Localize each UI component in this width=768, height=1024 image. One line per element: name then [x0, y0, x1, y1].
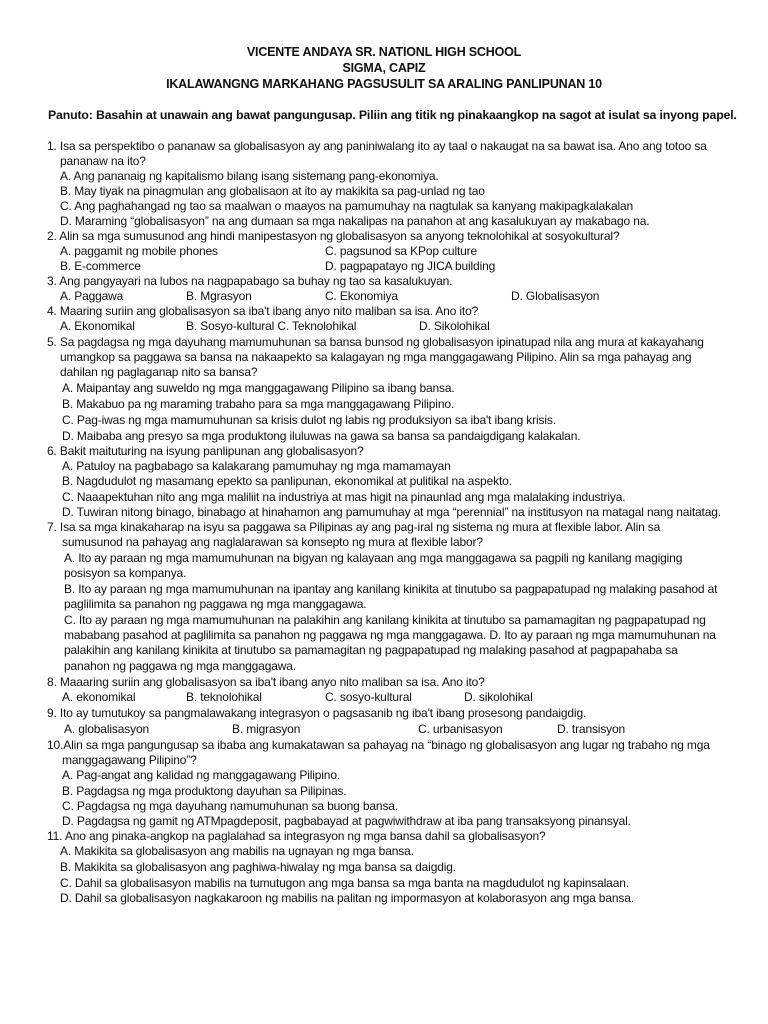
choice-c: C. Naaapektuhan nito ang mga maliliit na industriya at mas higit na pinaunlad ang mga malalaking industriya. — [62, 490, 626, 504]
choice-a: A. globalisasyon — [64, 722, 149, 736]
question-text: 7. Isa sa mga kinakaharap na isyu sa paggawa sa Pilipinas ay ang pag-iral ng sistema ng mura at flexible labor. Alin sa — [47, 520, 661, 534]
choice-c-d: mababang pasahod at paglilimita sa panahon ng paggawa ng mga manggagawa. D. Ito ay paraan ng mga mamumuhunan na — [64, 628, 716, 642]
choice-c: C. urbanisasyon — [418, 722, 503, 736]
choice-c: C. pagsunod sa KPop culture — [325, 244, 478, 258]
choice-a: A. Ang pananaig ng kapitalismo bilang isang sistemang pang-ekonomiya. — [60, 169, 439, 183]
question-text: 4. Maaring suriin ang globalisasyon sa iba't ibang anyo nito maliban sa isa. Ano ito? — [47, 304, 479, 318]
choice-b: B. May tiyak na pinagmulan ang globalisaon at ito ay makikita sa pag-unlad ng tao — [60, 184, 485, 198]
choice-b-c: B. Sosyo-kultural C. Teknolohikal — [186, 319, 357, 333]
choice-a: A. Paggawa — [60, 289, 124, 303]
choice-a: A. paggamit ng mobile phones — [60, 244, 218, 258]
choice-d: D. Pagdagsa ng gamit ng ATMpagdeposit, pagbabayad at pagwiwithdraw at iba pang transaksyong pinansyal. — [62, 814, 631, 828]
question-text: umangkop sa paggawa sa bansa na nakaapekto sa kalagayan ng mga manggagawang Pilipino. Alin sa mga pahayag ang — [60, 350, 692, 364]
question-text: pananaw na ito? — [60, 154, 146, 168]
choice-d: D. pagpapatayo ng JICA building — [325, 259, 496, 273]
choice-c: C. Ekonomiya — [325, 289, 398, 303]
choice-c: C. Pagdagsa ng mga dayuhang namumuhunan sa buong bansa. — [62, 799, 399, 813]
choice-b: B. Mgrasyon — [186, 289, 252, 303]
choice-c: C. Pag-iwas ng mga mamumuhunan sa krisis dulot ng labis ng produksiyon sa iba't ibang krisis. — [62, 413, 556, 427]
question-text: 1. Isa sa perspektibo o pananaw sa globalisasyon ay ang paniniwalang ito ay taal o nakaugat na sa bawat isa. Ano ang totoo sa — [47, 139, 707, 153]
question-text: 11. Ano ang pinaka-angkop na paglalahad sa integrasyon ng mga bansa dahil sa globalisasyon? — [47, 829, 546, 843]
choice-a: A. Maipantay ang suweldo ng mga manggagawang Pilipino sa ibang bansa. — [62, 381, 455, 395]
question-text: 6. Bakit maituturing na isyung panlipunan ang globalisasyon? — [47, 444, 364, 458]
choice-d-cont: palakihin ang kanilang kinikita at tinutubo sa pamamagitan ng pagpapatupad ng malaking pasahod at pagpapahaba sa — [64, 643, 678, 657]
question-text: 8. Maaaring suriin ang globalisasyon sa iba't ibang anyo nito maliban sa isa. Ano ito? — [47, 675, 485, 689]
question-text: 9. Ito ay tumutukoy sa pangmalawakang integrasyon o pagsasanib ng iba't ibang prosesong pandaigdig. — [47, 706, 587, 720]
question-text: 10.Alin sa mga pangungusap sa ibaba ang kumakatawan sa pahayag na “binago ng globalisasyon ang lugar ng trabaho ng mga — [47, 738, 710, 752]
choice-c: C. sosyo-kultural — [325, 690, 412, 704]
choice-c: C. Ang paghahangad ng tao sa maalwan o maayos na pamumuhay na nagtulak sa kanyang makipagkalakalan — [60, 199, 634, 213]
choice-a: A. Pag-angat ang kalidad ng manggagawang Pilipino. — [62, 768, 341, 782]
choice-a: A. Patuloy na pagbabago sa kalakarang pamumuhay ng mga mamamayan — [62, 459, 451, 473]
exam-title: IKALAWANGNG MARKAHANG PAGSUSULIT SA ARALING PANLIPUNAN 10 — [166, 77, 602, 91]
choice-b: B. migrasyon — [232, 722, 301, 736]
choice-a-cont: posisyon sa kompanya. — [64, 566, 187, 580]
choice-c: C. Dahil sa globalisasyon mabilis na tumutugon ang mga bansa sa mga banta na magdudulot ng kapinsalaan. — [60, 876, 629, 890]
choice-b: B. Makikita sa globalisasyon ang paghiwa-hiwalay ng mga bansa sa daigdig. — [60, 860, 456, 874]
instructions: Panuto: Basahin at unawain ang bawat pangungusap. Piliin ang titik ng pinakaangkop na sagot at isulat sa inyong papel. — [48, 108, 737, 122]
question-text: 5. Sa pagdagsa ng mga dayuhang mamumuhunan sa bansa bunsod ng globalisasyon ipinatupad nila ang mura at kakayahang — [47, 335, 704, 349]
choice-d-cont: panahon ng paggawa ng mga manggagawa. — [64, 659, 296, 673]
choice-b: B. E-commerce — [60, 259, 141, 273]
choice-b: B. Nagdudulot ng masamang epekto sa panlipunan, ekonomikal at pulitikal na aspekto. — [62, 474, 512, 488]
question-text: dahilan ng paglaganap nito sa bansa? — [60, 365, 258, 379]
choice-d: D. Tuwiran nitong binago, binabago at hinahamon ang pamumuhay at mga “perennial” na institusyon na matagal nang naitatag. — [62, 505, 721, 519]
choice-d: D. Sikolohikal — [419, 319, 490, 333]
choice-d: D. Dahil sa globalisasyon nagkakaroon ng mabilis na palitan ng impormasyon at kolaborasyon ang mga bansa. — [60, 891, 634, 905]
question-text: manggagawang Pilipino”? — [62, 753, 197, 767]
school-name: VICENTE ANDAYA SR. NATIONL HIGH SCHOOL — [246, 45, 522, 59]
question-text: sumusunod na pahayag ang naglalarawan sa konsepto ng mura at flexible labor? — [62, 535, 483, 549]
choice-d: D. Maraming “globalisasyon” na ang dumaan sa mga nakalipas na panahon at ang kasalukuyan ay makabago na. — [60, 214, 650, 228]
choice-b: B. teknolohikal — [186, 690, 262, 704]
choice-b-cont: paglilimita sa panahon ng paggawa ng mga manggagawa. — [64, 597, 367, 611]
choice-a: A. Ito ay paraan ng mga mamumuhunan na bigyan ng kalayaan ang mga manggagawa sa pagpili ng kanilang magiging — [64, 551, 683, 565]
choice-d: D. sikolohikal — [464, 690, 533, 704]
choice-b: B. Pagdagsa ng mga produktong dayuhan sa Pilipinas. — [62, 784, 347, 798]
choice-b: B. Makabuo pa ng maraming trabaho para sa mga manggagawang Pilipino. — [62, 397, 455, 411]
choice-a: A. ekonomikal — [62, 690, 136, 704]
school-location: SIGMA, CAPIZ — [342, 61, 426, 75]
question-text: 2. Alin sa mga sumusunod ang hindi manipestasyon ng globalisasyon sa anyong teknolohikal at sosyokultural? — [47, 229, 620, 243]
choice-a: A. Makikita sa globalisasyon ang mabilis na ugnayan ng mga bansa. — [60, 844, 414, 858]
choice-d: D. transisyon — [557, 722, 626, 736]
choice-c: C. Ito ay paraan ng mga mamumuhunan na palakihin ang kanilang kinikita at tinutubo sa pamamagitan ng pagpapatupad ng — [64, 613, 706, 627]
question-text: 3. Ang pangyayari na lubos na nagpapabago sa buhay ng tao sa kasalukuyan. — [47, 274, 453, 288]
choice-d: D. Globalisasyon — [511, 289, 600, 303]
choice-a: A. Ekonomikal — [60, 319, 135, 333]
choice-b: B. Ito ay paraan ng mga mamumuhunan na ipantay ang kanilang kinikita at tinutubo sa pagpapatupad ng malaking pasahod at — [64, 582, 718, 596]
choice-d: D. Maibaba ang presyo sa mga produktong iluluwas na gawa sa bansa sa pandaigdigang kalakalan. — [62, 429, 581, 443]
